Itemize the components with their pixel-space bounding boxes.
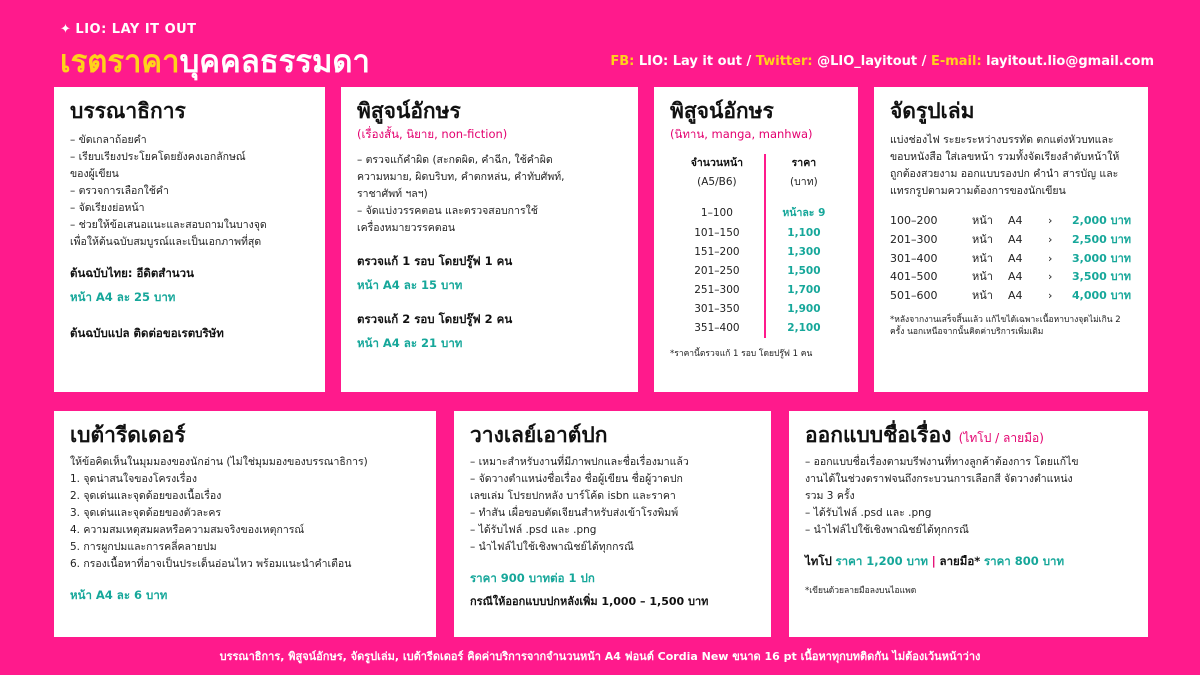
list-item: เครื่องหมายวรรคตอน: [357, 222, 456, 235]
brand-text: LIO: LAY IT OUT: [75, 22, 197, 37]
list-item: 4. ความสมเหตุสมผลหรือความสมจริงของเหตุการณ์: [70, 524, 305, 537]
round1-label: ตรวจแก้ 1 รอบ โดยปรู๊ฟ 1 คน: [357, 254, 513, 269]
twitter-value: @LIO_layitout /: [812, 54, 931, 69]
list-item: – จัดแบ่งวรรคตอน และตรวจสอบการใช้: [357, 205, 538, 218]
price-column: [764, 154, 842, 338]
price-cell: หน้าละ 9: [782, 207, 826, 220]
title-design-note: *เขียนด้วยลายมือลงบนไอแพด: [805, 586, 917, 597]
range-cell: 1–100: [700, 207, 733, 220]
layout-note: *หลังจากงานเสร็จสิ้นแล้ว แก้ไขได้เฉพาะเนื้อหาบางจุดไม่เกิน 2 ครั้ง นอกเหนือจากนั้นคิดค่าบริการเพิ่มเติม: [890, 314, 1121, 338]
proof1-list: [357, 152, 622, 237]
chevron-right-icon: ›: [1048, 232, 1053, 246]
typo-price: ราคา 1,200 บาท: [835, 554, 929, 569]
beta-title: เบต้ารีดเดอร์: [70, 423, 186, 447]
list-item: 1. จุดน่าสนใจของโครงเรื่อง: [70, 473, 197, 486]
proofread-comic-card: [654, 87, 858, 392]
range: 100–200: [890, 214, 938, 228]
size-label: A4: [1008, 251, 1023, 265]
chevron-right-icon: ›: [1048, 251, 1053, 265]
size-label: A4: [1008, 232, 1023, 246]
layout-row: [890, 287, 1132, 306]
price-subheader: (บาท): [790, 176, 818, 189]
round2-price: หน้า A4 ละ 21 บาท: [357, 336, 463, 351]
list-item: – ตรวจการเลือกใช้คำ: [70, 185, 169, 198]
list-item: งานได้ในช่วงดราฟจนถึงกระบวนการเลือกสี จัดวางตำแหน่ง: [805, 473, 1073, 486]
proof1-subtitle: (เรื่องสั้น, นิยาย, non-fiction): [357, 127, 508, 142]
list-item: รวม 3 ครั้ง: [805, 490, 855, 503]
layout-row: [890, 268, 1132, 287]
beta-list: [70, 471, 420, 573]
chevron-right-icon: ›: [1048, 214, 1053, 228]
brand-label: [60, 22, 197, 37]
layout-title: จัดรูปเล่ม: [890, 99, 975, 123]
sparkle-icon: ✦: [60, 22, 72, 37]
proof2-subtitle: (นิทาน, manga, manhwa): [670, 127, 813, 142]
range: 301–400: [890, 251, 938, 265]
pages-label: หน้า: [972, 270, 993, 284]
thai-price: หน้า A4 ละ 25 บาท: [70, 290, 176, 305]
round1-price: หน้า A4 ละ 15 บาท: [357, 278, 463, 293]
price: 4,000 บาท: [1072, 288, 1132, 302]
email-value: layitout.lio@gmail.com: [981, 54, 1154, 69]
footer-note: บรรณาธิการ, พิสูจน์อักษร, จัดรูปเล่ม, เบต้ารีดเดอร์ คิดค่าบริการจากจำนวนหน้า A4 ฟอนต์ Cordia New ขนาด 16 pt เนื้อหาทุกบทติดกัน ไม่ต้องเว้นหน้าว่าง: [219, 650, 981, 663]
list-item: – เหมาะสำหรับงานที่มีภาพปกและชื่อเรื่องมาแล้ว: [470, 456, 689, 469]
hand-label: ลายมือ*: [939, 554, 981, 569]
price-table: [670, 154, 842, 338]
layout-row: [890, 250, 1132, 269]
layout-row: [890, 231, 1132, 250]
list-item: – จัดวางตำแหน่งชื่อเรื่อง ชื่อผู้เขียน ชื่อผู้วาดปก: [470, 473, 683, 486]
size-label: A4: [1008, 214, 1023, 228]
twitter-key: Twitter:: [755, 54, 813, 69]
editor-card: [54, 87, 325, 392]
proofread-fiction-card: [341, 87, 638, 392]
size-label: A4: [1008, 288, 1023, 302]
fb-value: LIO: Lay it out /: [634, 54, 756, 69]
cover-title: วางเลย์เอาต์ปก: [470, 423, 608, 447]
pages-label: หน้า: [972, 288, 993, 302]
typo-label: ไทโป: [805, 554, 832, 569]
price-cell: 1,100: [787, 226, 821, 239]
price: 3,000 บาท: [1072, 251, 1132, 265]
editor-list: [70, 132, 309, 251]
beta-reader-card: [54, 411, 436, 637]
price-cell: 1,500: [787, 264, 821, 277]
range: 201–300: [890, 232, 938, 246]
title-part2: บุคคลธรรมดา: [179, 44, 370, 80]
title-design-title: ออกแบบชื่อเรื่อง: [805, 423, 952, 447]
pages-label: หน้า: [972, 251, 993, 265]
price: 3,500 บาท: [1072, 270, 1132, 284]
page-title: [60, 36, 370, 86]
price-cell: 1,300: [787, 245, 821, 258]
list-item: – ช่วยให้ข้อเสนอแนะและสอบถามในบางจุด: [70, 219, 267, 232]
list-item: – จัดเรียงย่อหน้า: [70, 202, 145, 215]
beta-price: หน้า A4 ละ 6 บาท: [70, 588, 168, 603]
list-item: ราชาศัพท์ ฯลฯ): [357, 188, 428, 201]
size-label: A4: [1008, 270, 1023, 284]
price-cell: 2,100: [787, 322, 821, 335]
proof1-title: พิสูจน์อักษร: [357, 99, 461, 123]
list-item: เพื่อให้ต้นฉบับสมบูรณ์และเป็นเอกภาพที่สุด: [70, 236, 262, 249]
cover-layout-card: [454, 411, 771, 637]
list-item: 2. จุดเด่นและจุดด้อยของเนื้อเรื่อง: [70, 490, 222, 503]
list-item: – นำไฟล์ไปใช้เชิงพาณิชย์ได้ทุกกรณี: [470, 541, 634, 554]
list-item: – ได้รับไฟล์ .psd และ .png: [470, 524, 597, 537]
title-part1: เรตราคา: [60, 44, 180, 80]
proof2-title: พิสูจน์อักษร: [670, 99, 774, 123]
layout-row: [890, 212, 1132, 231]
range-cell: 101–150: [694, 226, 740, 239]
list-item: – ทำสัน เผื่อขอบตัดเจียนสำหรับส่งเข้าโรงพิมพ์: [470, 507, 679, 520]
list-item: 6. กรองเนื้อหาที่อาจเป็นประเด็นอ่อนไหว พร้อมแนะนำคำเตือน: [70, 558, 352, 571]
range: 501–600: [890, 288, 938, 302]
price-header: ราคา: [791, 157, 817, 170]
range-cell: 251–300: [694, 283, 740, 296]
range-cell: 351–400: [694, 322, 740, 335]
beta-intro: ให้ข้อคิดเห็นในมุมมองของนักอ่าน (ไม่ใช่มุมมองของบรรณาธิการ): [70, 456, 368, 469]
cover-price: ราคา 900 บาทต่อ 1 ปก: [470, 571, 595, 586]
list-item: – ออกแบบชื่อเรื่องตามบรีฟงานที่ทางลูกค้าต้องการ โดยแก้ไข: [805, 456, 1079, 469]
price: 2,000 บาท: [1072, 214, 1132, 228]
round2-label: ตรวจแก้ 2 รอบ โดยปรู๊ฟ 2 คน: [357, 312, 513, 327]
pages-label: หน้า: [972, 232, 993, 246]
list-item: ความหมาย, ผิดบริบท, คำตกหล่น, คำทับศัพท์,: [357, 171, 565, 184]
cover-extra: กรณีให้ออกแบบปกหลังเพิ่ม 1,000 – 1,500 บาท: [470, 595, 709, 609]
editor-title: บรรณาธิการ: [70, 99, 186, 123]
range-cell: 151–200: [694, 245, 740, 258]
thai-label: ต้นฉบับไทย: อีดิตสำนวน: [70, 266, 194, 281]
list-item: – ตรวจแก้คำผิด (สะกดผิด, คำฉีก, ใช้คำผิด: [357, 154, 553, 167]
proof2-note: *ราคานี้ตรวจแก้ 1 รอบ โดยปรู๊ฟ 1 คน: [670, 349, 813, 360]
range: 401–500: [890, 270, 938, 284]
list-item: เลขเล่ม โปรยปกหลัง บาร์โค้ด isbn และราคา: [470, 490, 676, 503]
title-design-subtitle: (ไทโป / ลายมือ): [958, 431, 1044, 445]
fb-key: FB:: [610, 54, 635, 69]
list-item: 5. การผูกปมและการคลี่คลายปม: [70, 541, 217, 554]
book-layout-card: [874, 87, 1148, 392]
pages-header: จำนวนหน้า: [690, 157, 744, 170]
chevron-right-icon: ›: [1048, 288, 1053, 302]
chevron-right-icon: ›: [1048, 270, 1053, 284]
hand-price: ราคา 800 บาท: [983, 554, 1065, 569]
contact-info: [610, 54, 1154, 69]
title-design-prices: [805, 553, 1132, 571]
list-item: – ได้รับไฟล์ .psd และ .png: [805, 507, 932, 520]
email-key: E-mail:: [930, 54, 982, 69]
pages-column: [670, 154, 764, 338]
list-item: ของผู้เขียน: [70, 168, 119, 181]
range-cell: 301–350: [694, 302, 740, 315]
range-cell: 201–250: [694, 264, 740, 277]
layout-price-list: [890, 212, 1132, 305]
list-item: – นำไฟล์ไปใช้เชิงพาณิชย์ได้ทุกกรณี: [805, 524, 969, 537]
title-design-card: [789, 411, 1148, 637]
price: 2,500 บาท: [1072, 232, 1132, 246]
pages-subheader: (A5/B6): [697, 176, 737, 189]
title-design-list: [805, 454, 1132, 539]
list-item: – เรียบเรียงประโยคโดยยังคงเอกลักษณ์: [70, 151, 246, 164]
price-cell: 1,900: [787, 302, 821, 315]
pages-label: หน้า: [972, 214, 993, 228]
price-separator: |: [931, 554, 936, 569]
layout-description: แบ่งช่องไฟ ระยะระหว่างบรรทัด ตกแต่งหัวบทและขอบหนังสือ ใส่เลขหน้า รวมทั้งจัดเรียงลำดับหน้าให้ถูกต้องสวยงาม ออกแบบรองปก คำนำ สารบัญ และแทรกรูปตามความต้องการของนักเขียน: [890, 134, 1120, 198]
cover-list: [470, 454, 755, 556]
price-cell: 1,700: [787, 283, 821, 296]
translation-label: ต้นฉบับแปล ติดต่อขอเรตบริษัท: [70, 326, 224, 341]
list-item: 3. จุดเด่นและจุดด้อยของตัวละคร: [70, 507, 222, 520]
list-item: – ขัดเกลาถ้อยคำ: [70, 134, 147, 147]
